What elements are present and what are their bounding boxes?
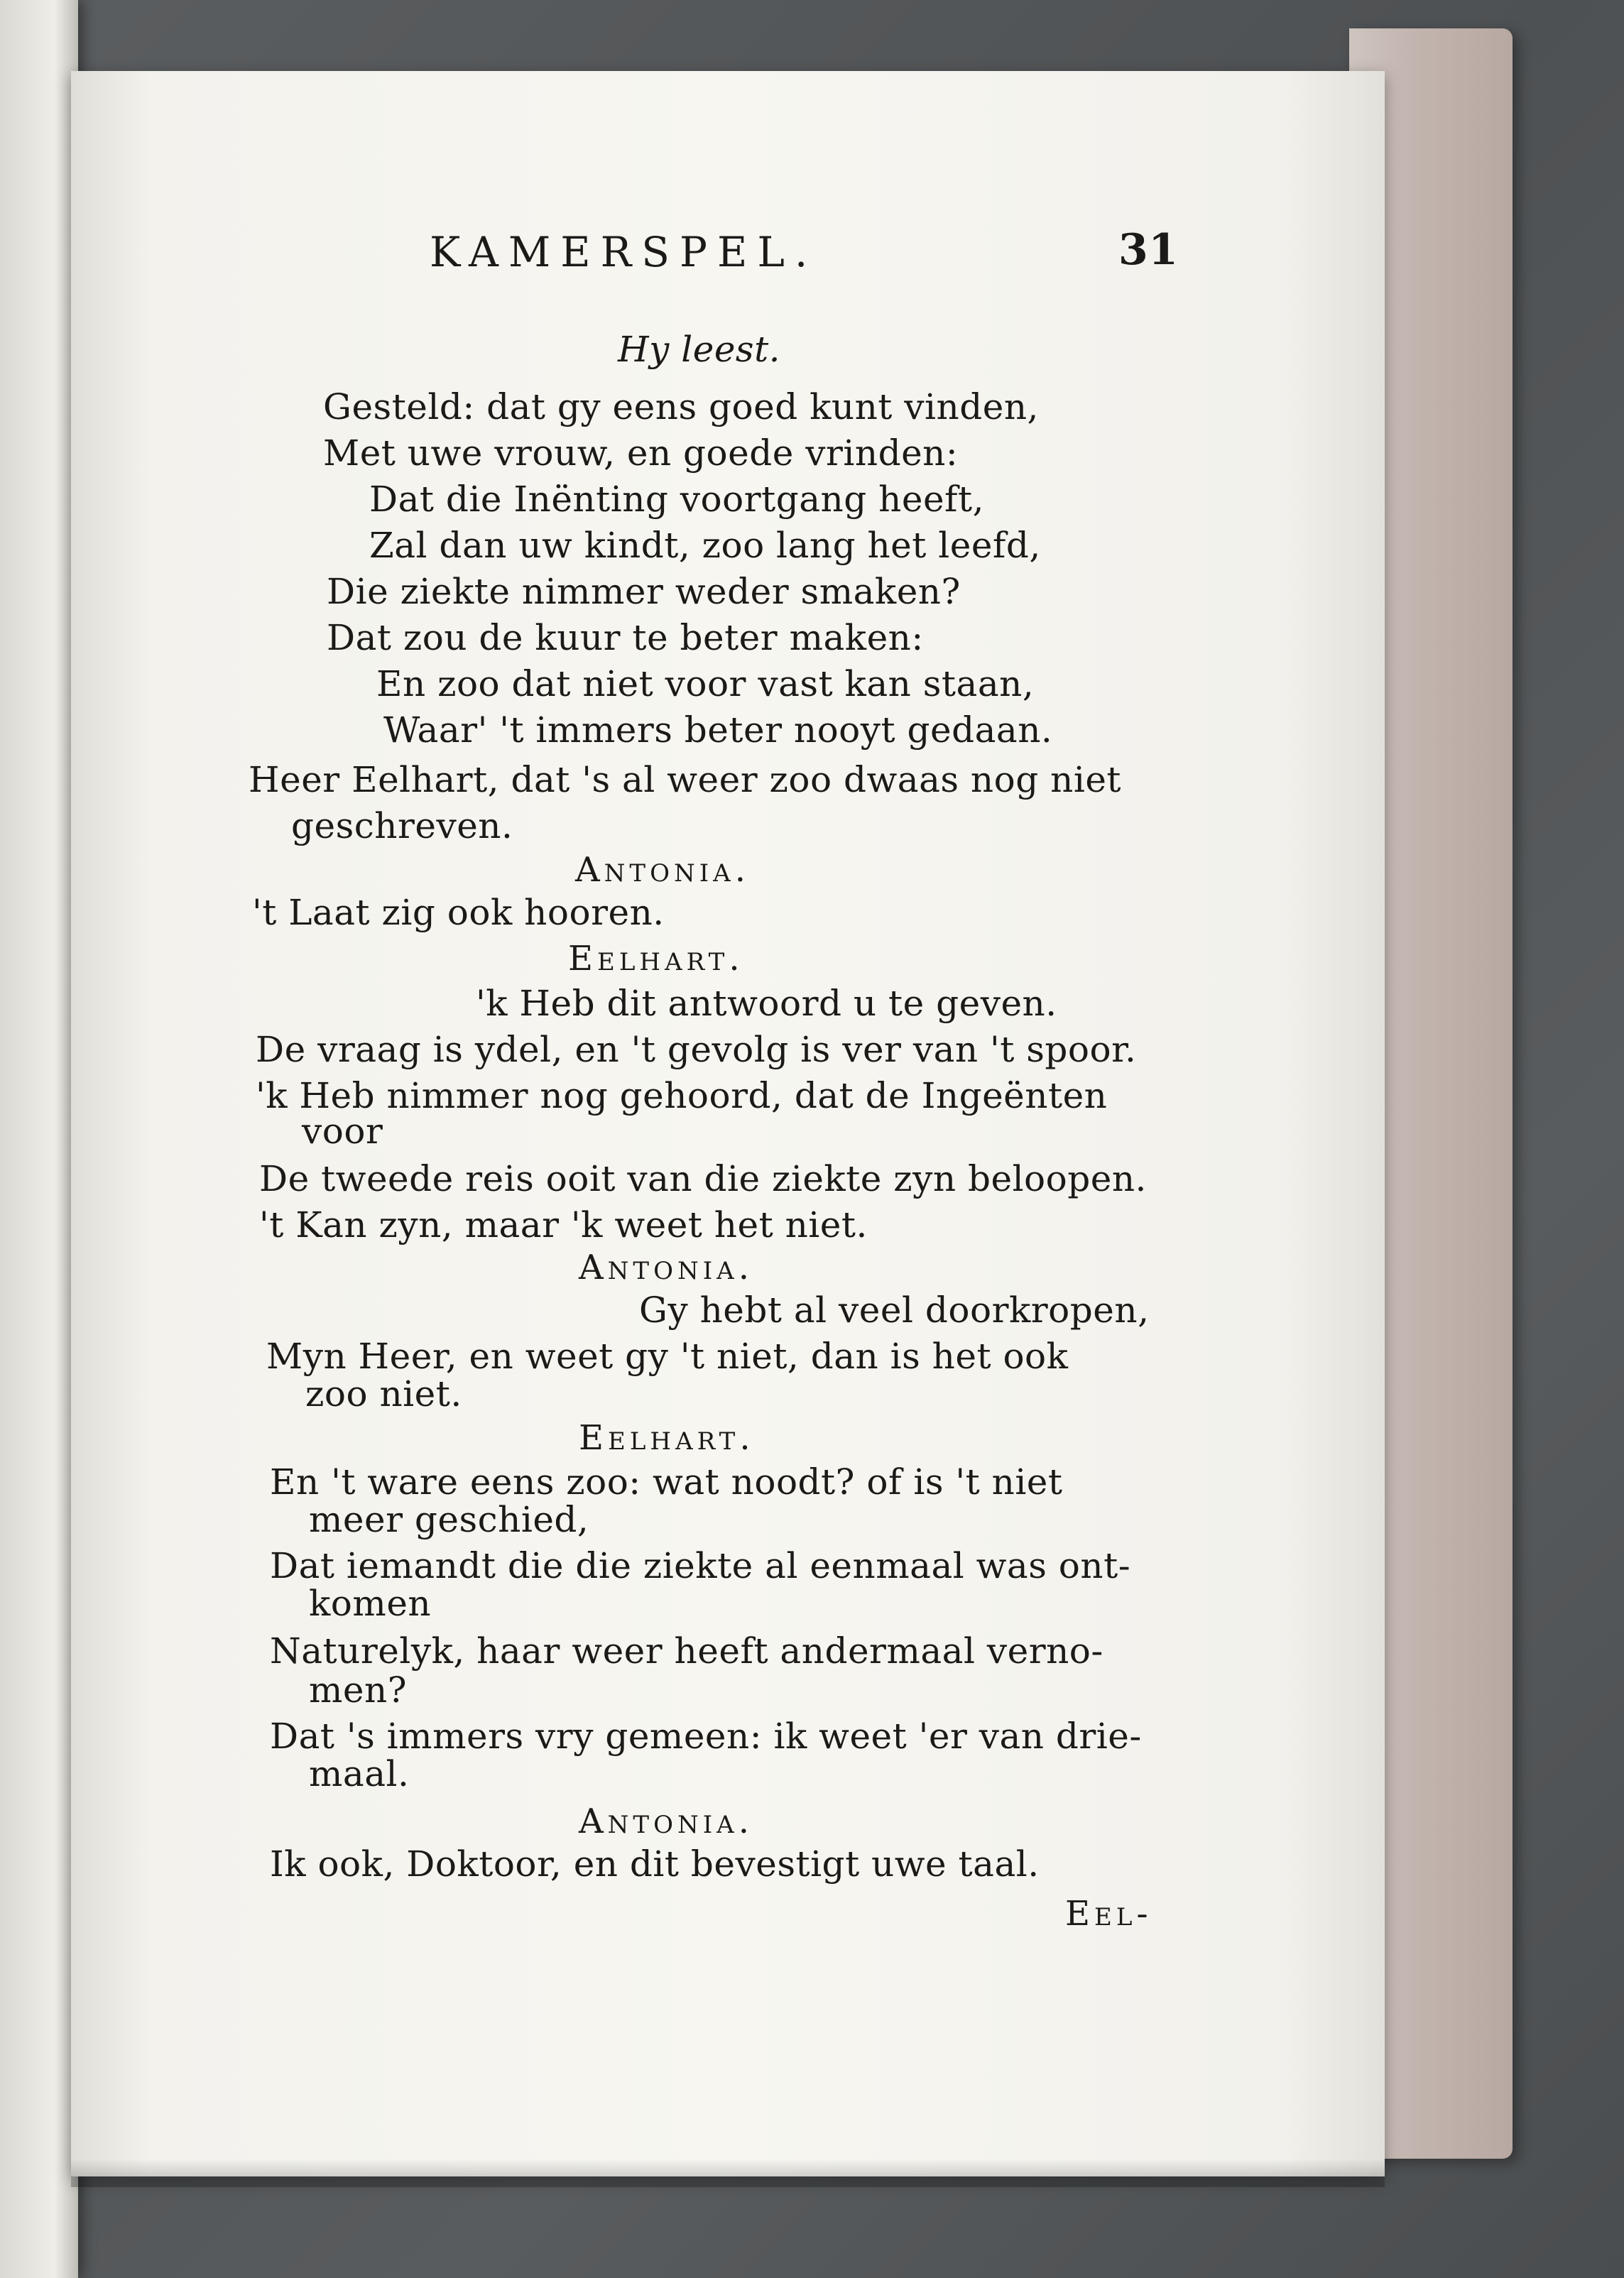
verse-line: zoo niet. (305, 1373, 462, 1415)
speaker-name: Eelhart. (568, 939, 744, 979)
verse-line: Zal dan uw kindt, zoo lang het leefd, (369, 525, 1041, 566)
facing-page-edge (0, 0, 78, 2278)
verse-line: komen (309, 1583, 432, 1624)
speaker-name: Antonia. (579, 1248, 753, 1287)
verse-line: Dat zou de kuur te beter maken: (327, 617, 924, 658)
verse-line: Naturelyk, haar weer heeft andermaal verno- (270, 1630, 1103, 1672)
verse-line: meer geschied, (309, 1499, 589, 1540)
catchword: Eel- (1065, 1894, 1152, 1934)
verse-line: Myn Heer, en weet gy 't niet, dan is het ook (266, 1336, 1069, 1377)
verse-line: Dat 's immers vry gemeen: ik weet 'er van drie- (270, 1716, 1142, 1757)
stage-direction: Hy leest. (618, 329, 781, 370)
page-number: 31 (1118, 225, 1179, 275)
verse-line: En zoo dat niet voor vast kan staan, (376, 663, 1035, 704)
verse-line: Met uwe vrouw, en goede vrinden: (323, 432, 959, 474)
verse-line: 't Laat zig ook hooren. (252, 892, 665, 933)
page-shadow (71, 2159, 1385, 2187)
verse-line: Gesteld: dat gy eens goed kunt vinden, (323, 386, 1039, 427)
verse-line: 't Kan zyn, maar 'k weet het niet. (259, 1204, 868, 1246)
verse-line: Heer Eelhart, dat 's al weer zoo dwaas nog niet (249, 759, 1122, 800)
verse-line: Dat iemandt die die ziekte al eenmaal was ont- (270, 1545, 1131, 1586)
verse-line: De vraag is ydel, en 't gevolg is ver van 't spoor. (256, 1029, 1137, 1070)
verse-line: Dat die Inënting voortgang heeft, (369, 479, 985, 520)
speaker-name: Eelhart. (579, 1418, 755, 1458)
verse-line: geschreven. (291, 805, 513, 846)
speaker-name: Antonia. (579, 1802, 753, 1841)
verse-line: Die ziekte nimmer weder smaken? (327, 571, 961, 612)
verse-line: Gy hebt al veel doorkropen, (639, 1290, 1150, 1331)
verse-line: De tweede reis ooit van die ziekte zyn beloopen. (259, 1158, 1147, 1199)
verse-line: Ik ook, Doktoor, en dit bevestigt uwe taal. (270, 1843, 1040, 1885)
speaker-name: Antonia. (575, 850, 750, 890)
running-title: KAMERSPEL. (430, 228, 818, 276)
verse-line: En 't ware eens zoo: wat noodt? of is 't niet (270, 1461, 1063, 1503)
verse-line: voor (302, 1111, 383, 1152)
verse-line: 'k Heb nimmer nog gehoord, dat de Ingeënten (256, 1075, 1108, 1116)
verse-line: 'k Heb dit antwoord u te geven. (476, 983, 1057, 1024)
verse-line: maal. (309, 1753, 410, 1794)
verse-line: Waar' 't immers beter nooyt gedaan. (383, 709, 1053, 751)
verse-line: men? (309, 1669, 408, 1711)
